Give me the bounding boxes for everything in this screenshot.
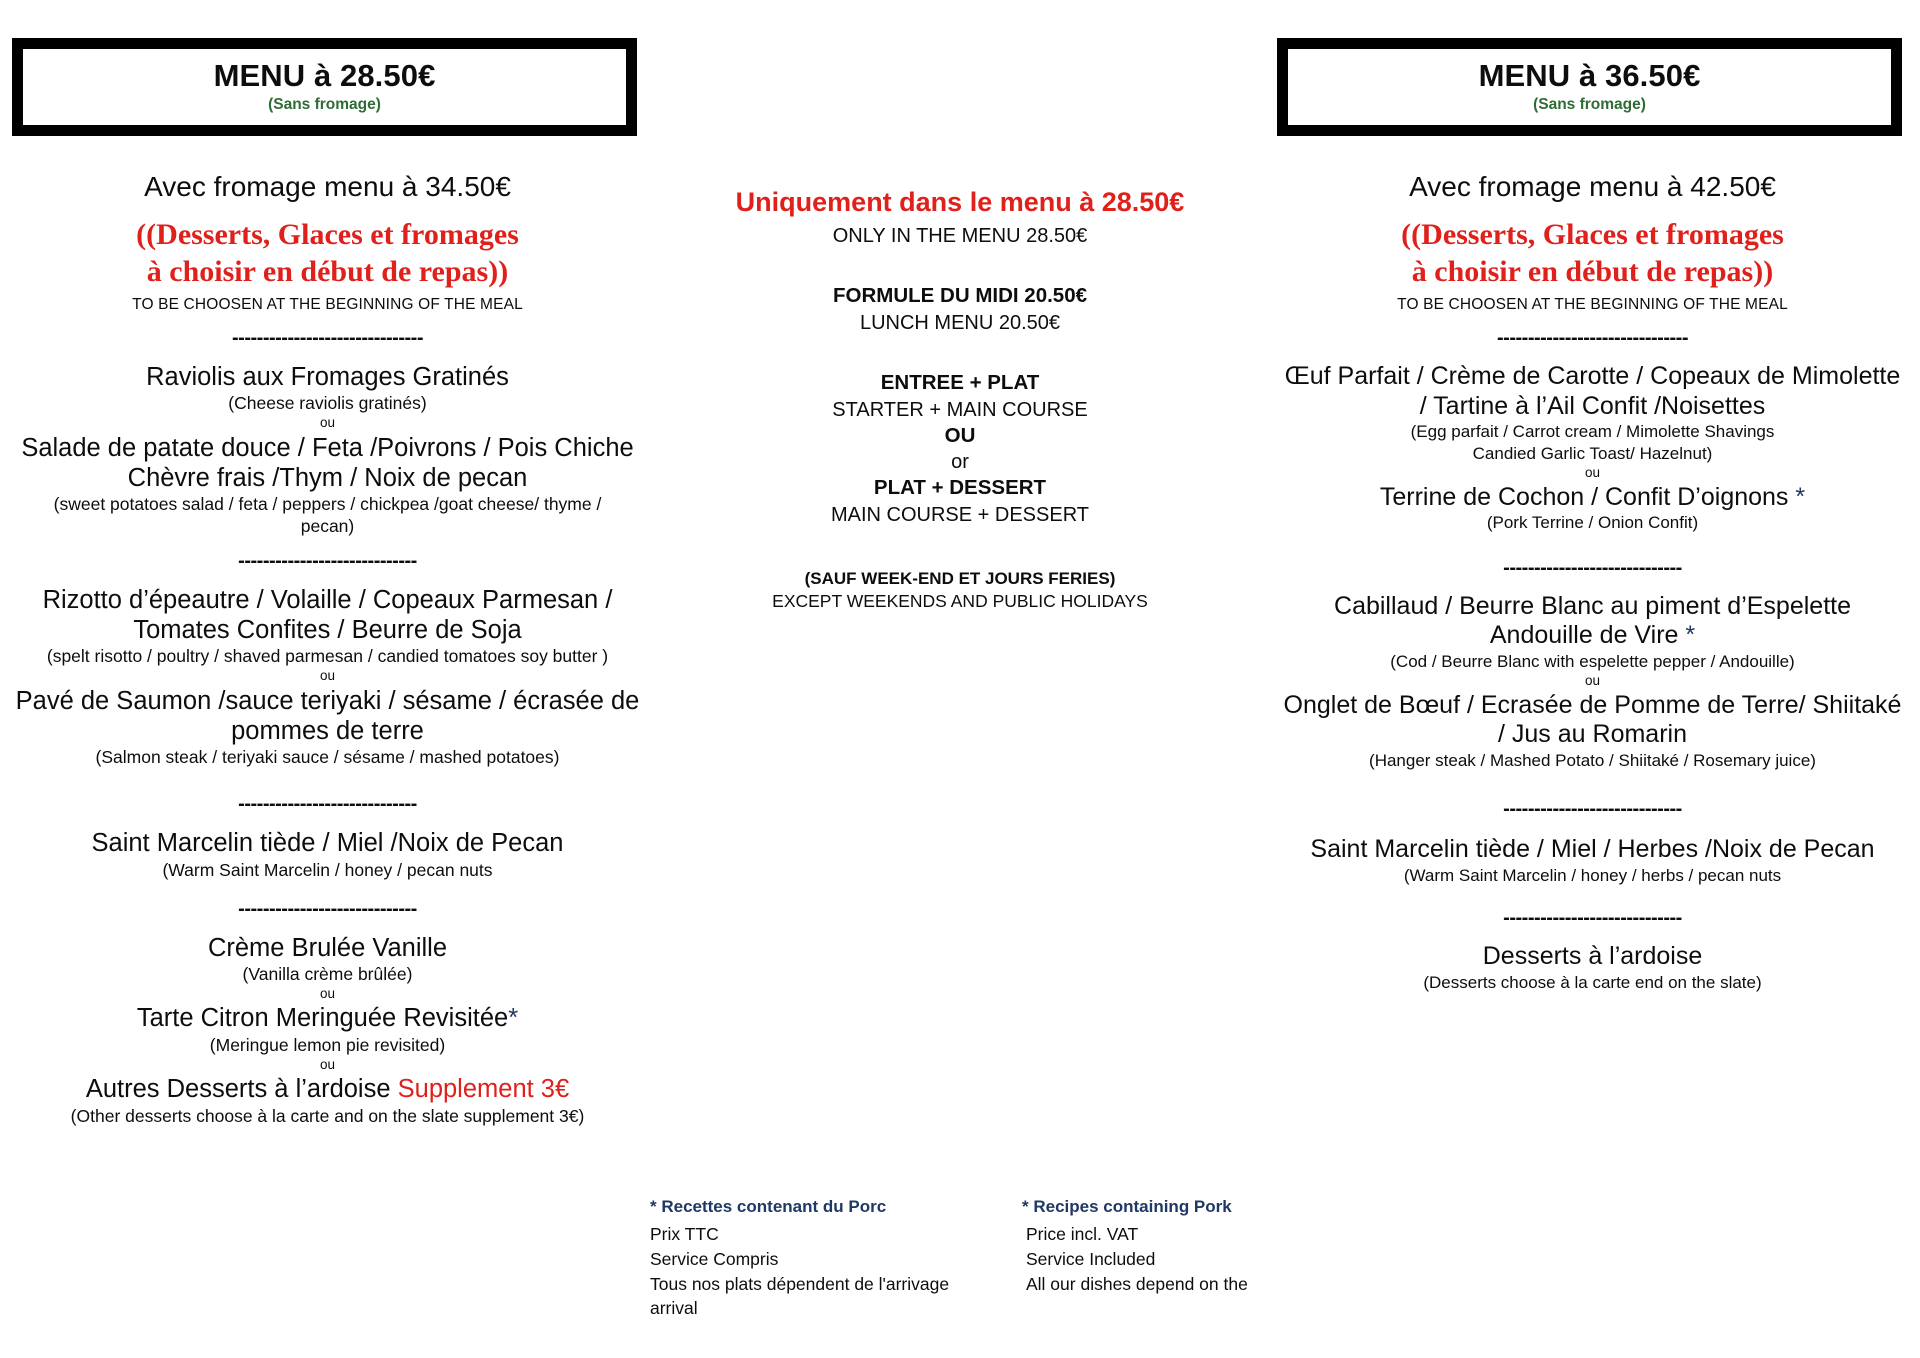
left-english-notice: TO BE CHOOSEN AT THE BEGINNING OF THE MEAL bbox=[132, 295, 523, 313]
right-separator-4: ----------------------------- bbox=[1503, 907, 1682, 930]
left-menu-subtitle: (Sans fromage) bbox=[268, 95, 381, 113]
right-red-notice-line1: ((Desserts, Glaces et fromages bbox=[1401, 218, 1784, 252]
right-main-1-fr-l2-text: Andouille de Vire bbox=[1489, 621, 1686, 650]
right-red-notice-line2: à choisir en début de repas)) bbox=[1411, 254, 1774, 288]
center-except-en: EXCEPT WEEKENDS AND PUBLIC HOLIDAYS bbox=[772, 591, 1148, 612]
left-separator-1: ------------------------------- bbox=[232, 327, 423, 350]
left-main-1-fr-l1: Rizotto d’épeautre / Volaille / Copeaux Parmesan / bbox=[42, 586, 613, 615]
left-dessert-1-en: (Vanilla crème brûlée) bbox=[242, 963, 413, 984]
pork-asterisk-icon: * bbox=[508, 1004, 519, 1033]
right-with-cheese-price: Avec fromage menu à 42.50€ bbox=[1409, 170, 1776, 202]
center-combo-2-fr: PLAT + DESSERT bbox=[873, 476, 1047, 500]
right-ou-2: ou bbox=[1584, 673, 1601, 689]
right-starter-2-fr bbox=[1275, 483, 1910, 513]
pork-asterisk-icon: * bbox=[1685, 621, 1696, 650]
right-cheese-fr: Saint Marcelin tiède / Miel / Herbes /Noix de Pecan bbox=[1310, 835, 1875, 864]
left-menu-title: MENU à 28.50€ bbox=[213, 58, 436, 93]
footer-service-fr: Service Compris bbox=[650, 1248, 779, 1269]
left-red-notice bbox=[14, 217, 641, 290]
footer-pork-note-en: * Recipes containing Pork bbox=[1022, 1197, 1232, 1216]
left-main-2-fr-l1: Pavé de Saumon /sauce teriyaki / sésame / écrasée de bbox=[15, 687, 640, 716]
right-main-1-fr-l1: Cabillaud / Beurre Blanc au piment d’Espelette bbox=[1334, 591, 1851, 620]
center-gap-1 bbox=[655, 249, 1265, 283]
footer-notes-fr bbox=[650, 1196, 1022, 1321]
right-title-box bbox=[1277, 38, 1902, 136]
left-ou-3: ou bbox=[319, 985, 336, 1001]
left-dessert-3-supplement: Supplement 3€ bbox=[397, 1075, 570, 1104]
left-red-notice-line2: à choisir en début de repas)) bbox=[146, 254, 509, 288]
right-starter-2-fr-text: Terrine de Cochon / Confit D’oignons bbox=[1379, 482, 1796, 511]
right-main-2-fr-l1: Onglet de Bœuf / Ecrasée de Pomme de Terre/ Shiitaké bbox=[1283, 690, 1902, 719]
footer-arrival-fr-2: arrival bbox=[650, 1298, 698, 1319]
center-lunch-fr: FORMULE DU MIDI 20.50€ bbox=[832, 284, 1088, 308]
footer-arrival-fr: Tous nos plats dépendent de l'arrivage bbox=[650, 1273, 950, 1294]
right-menu-title: MENU à 36.50€ bbox=[1478, 58, 1701, 93]
menu-column-right bbox=[1265, 0, 1920, 993]
right-english-notice: TO BE CHOOSEN AT THE BEGINNING OF THE MEAL bbox=[1397, 295, 1788, 313]
right-main-1-en: (Cod / Beurre Blanc with espelette pepper / Andouille) bbox=[1390, 651, 1795, 671]
left-dessert-3-en: (Other desserts choose à la carte and on the slate supplement 3€) bbox=[70, 1105, 585, 1126]
center-or-en: or bbox=[951, 451, 969, 474]
left-ou-1: ou bbox=[319, 415, 336, 431]
left-title-box-inner bbox=[22, 48, 627, 126]
right-starter-1-fr-l1: Œuf Parfait / Crème de Carotte / Copeaux de Mimolette bbox=[1284, 362, 1901, 391]
center-combo-1-en: STARTER + MAIN COURSE bbox=[832, 398, 1088, 421]
left-starter-1-en: (Cheese raviolis gratinés) bbox=[228, 393, 427, 414]
center-gap-3 bbox=[655, 528, 1265, 568]
left-separator-3: ----------------------------- bbox=[238, 793, 417, 816]
footer-notes-en bbox=[1022, 1196, 1342, 1321]
right-menu-body bbox=[1265, 170, 1920, 993]
left-starter-1-fr: Raviolis aux Fromages Gratinés bbox=[146, 363, 509, 392]
menu-column-left bbox=[0, 0, 655, 1127]
footer-service-en: Service Included bbox=[1026, 1248, 1156, 1269]
footer-price-fr: Prix TTC bbox=[650, 1223, 719, 1244]
center-combo-2-en: MAIN COURSE + DESSERT bbox=[830, 503, 1090, 526]
left-starter-2-fr-l1: Salade de patate douce / Feta /Poivrons / Pois Chiche bbox=[21, 434, 634, 463]
left-separator-2: ----------------------------- bbox=[238, 550, 417, 573]
center-lunch-en: LUNCH MENU 20.50€ bbox=[859, 312, 1061, 335]
footer-notes bbox=[650, 1196, 1350, 1321]
footer-arrival-en: All our dishes depend on the bbox=[1026, 1273, 1248, 1294]
center-or-fr: OU bbox=[944, 423, 976, 447]
left-dessert-1-fr: Crème Brulée Vanille bbox=[207, 933, 448, 962]
center-except-fr: (SAUF WEEK-END ET JOURS FERIES) bbox=[804, 568, 1116, 588]
menu-column-center bbox=[655, 0, 1265, 613]
left-dessert-3-fr bbox=[14, 1074, 641, 1104]
right-title-box-inner bbox=[1287, 48, 1892, 126]
left-ou-4: ou bbox=[319, 1056, 336, 1072]
right-dessert-en: (Desserts choose à la carte end on the slate) bbox=[1423, 972, 1762, 992]
right-starter-1-en-l2: Candied Garlic Toast/ Hazelnut) bbox=[1472, 443, 1713, 463]
footer-pork-note-fr: * Recettes contenant du Porc bbox=[650, 1197, 887, 1216]
right-separator-3: ----------------------------- bbox=[1503, 798, 1682, 821]
left-dessert-2-en: (Meringue lemon pie revisited) bbox=[209, 1034, 446, 1055]
right-red-notice bbox=[1275, 217, 1910, 290]
right-starter-1-en-l1: (Egg parfait / Carrot cream / Mimolette Shavings bbox=[1410, 422, 1775, 442]
right-starter-2-en: (Pork Terrine / Onion Confit) bbox=[1486, 513, 1699, 533]
left-main-2-fr-l2: pommes de terre bbox=[231, 717, 424, 746]
left-starter-2-en-l2: pecan) bbox=[300, 516, 355, 537]
left-starter-2-en-l1: (sweet potatoes salad / feta / peppers / chickpea /goat cheese/ thyme / bbox=[53, 494, 602, 515]
center-red-heading: Uniquement dans le menu à 28.50€ bbox=[735, 187, 1185, 217]
left-menu-body bbox=[0, 170, 655, 1127]
right-main-2-fr-l2: / Jus au Romarin bbox=[1498, 720, 1687, 749]
left-main-1-fr-l2: Tomates Confites / Beurre de Soja bbox=[133, 616, 522, 645]
left-red-notice-line1: ((Desserts, Glaces et fromages bbox=[136, 218, 519, 252]
left-with-cheese-price: Avec fromage menu à 34.50€ bbox=[144, 170, 511, 202]
left-cheese-fr: Saint Marcelin tiède / Miel /Noix de Pecan bbox=[91, 829, 564, 858]
center-red-heading-en: ONLY IN THE MENU 28.50€ bbox=[832, 225, 1088, 248]
pork-asterisk-icon: * bbox=[1795, 482, 1806, 511]
right-main-1-fr-l2 bbox=[1275, 621, 1910, 651]
left-dessert-2-fr bbox=[14, 1003, 641, 1033]
left-cheese-en: (Warm Saint Marcelin / honey / pecan nuts bbox=[162, 859, 493, 880]
right-main-2-en: (Hanger steak / Mashed Potato / Shiitaké / Rosemary juice) bbox=[1369, 750, 1816, 770]
left-separator-4: ----------------------------- bbox=[238, 897, 417, 920]
left-starter-2-fr-l2: Chèvre frais /Thym / Noix de pecan bbox=[127, 464, 528, 493]
left-dessert-2-fr-text: Tarte Citron Meringuée Revisitée bbox=[136, 1004, 509, 1033]
left-main-2-en: (Salmon steak / teriyaki sauce / sésame / mashed potatoes) bbox=[95, 747, 560, 768]
left-main-1-en: (spelt risotto / poultry / shaved parmesan / candied tomatoes soy butter ) bbox=[46, 646, 609, 667]
center-menu-body bbox=[655, 0, 1265, 613]
right-dessert-fr: Desserts à l’ardoise bbox=[1482, 942, 1703, 971]
right-cheese-en: (Warm Saint Marcelin / honey / herbs / pecan nuts bbox=[1403, 865, 1782, 885]
center-gap-2 bbox=[655, 336, 1265, 370]
right-ou-1: ou bbox=[1584, 464, 1601, 480]
footer-price-en: Price incl. VAT bbox=[1026, 1223, 1139, 1244]
right-separator-1: ------------------------------- bbox=[1497, 327, 1688, 350]
left-ou-2: ou bbox=[319, 668, 336, 684]
right-menu-subtitle: (Sans fromage) bbox=[1533, 95, 1646, 113]
center-combo-1-fr: ENTREE + PLAT bbox=[880, 371, 1040, 395]
right-starter-1-fr-l2: / Tartine à l’Ail Confit /Noisettes bbox=[1419, 391, 1766, 420]
left-title-box bbox=[12, 38, 637, 136]
right-separator-2: ----------------------------- bbox=[1503, 556, 1682, 579]
left-dessert-3-fr-text: Autres Desserts à l’ardoise bbox=[85, 1075, 398, 1104]
